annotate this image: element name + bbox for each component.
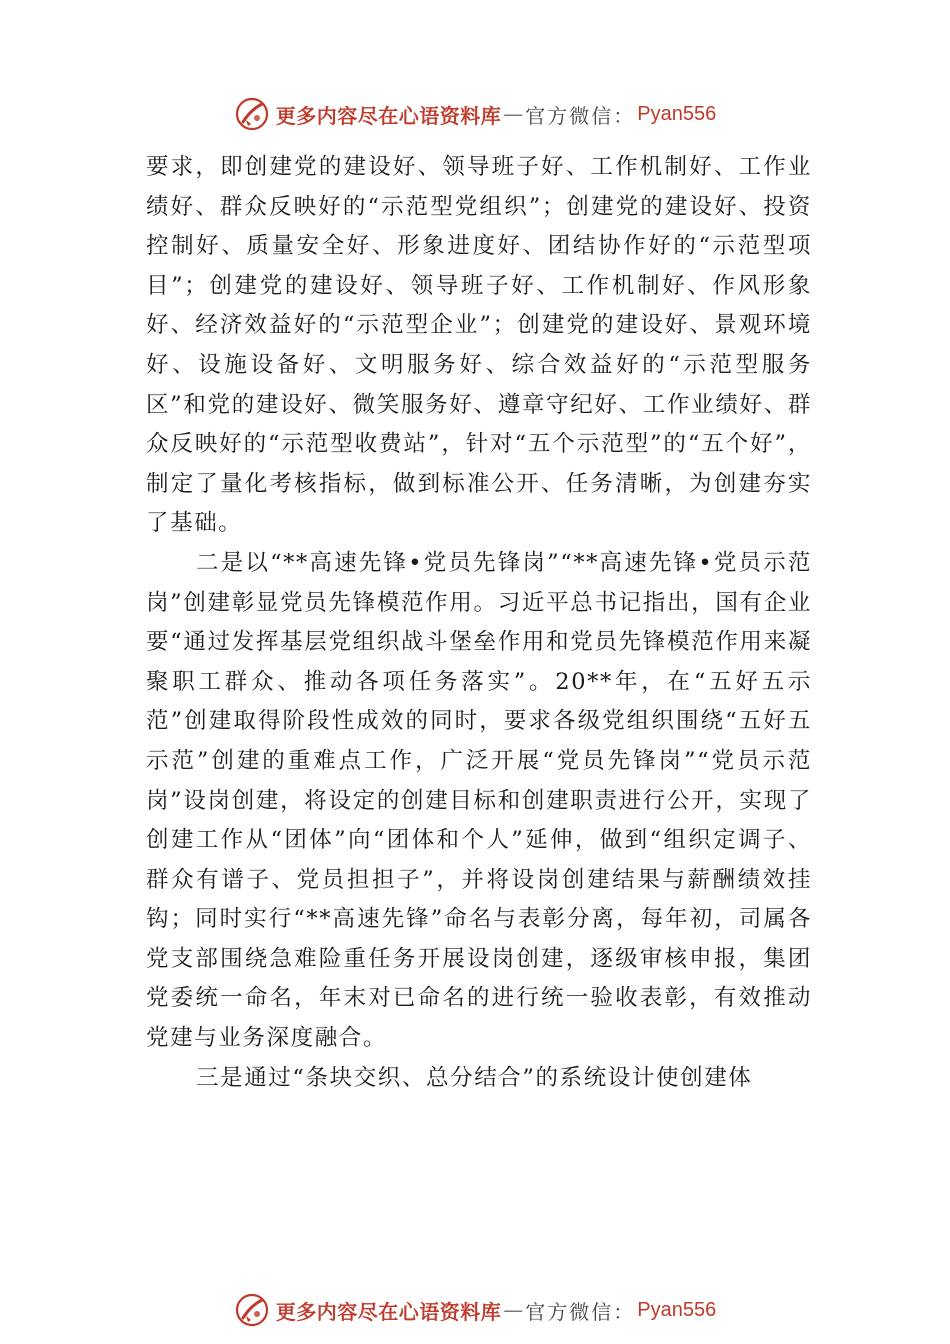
paragraph-3: 三是通过“条块交织、总分结合”的系统设计使创建体 (196, 1064, 753, 1091)
wechat-id: Pyan556 (637, 102, 717, 125)
banner-dash: — (503, 1298, 524, 1322)
banner-title: 更多内容尽在心语资料库 (275, 103, 502, 128)
wechat-id: Pyan556 (637, 1298, 717, 1321)
banner-official-label: 官方微信： (525, 103, 636, 128)
paragraph-2: 二是以“**高速先锋•党员先锋岗”“**高速先锋•党员示范岗”创建彰显党员先锋模范作用。习近平总书记指出，国有企业要“通过发挥基层党组织战斗堡垒作用和党员先锋模范作用来凝聚职工群众、推动各项任务落实”。20**年，在“五好五示范”创建取得阶段性成效的同时，要求各级党组织围绕“五好五示范”创建的重难点工作，广泛开展“党员先锋岗”“党员示范岗”设岗创建，将设定的创建目标和创建职责进行公开，实现了创建工作从“团体”向“团体和个人”延伸，做到“组织定调子、群众有谱子、党员担担子”，并将设岗创建结果与薪酬绩效挂钩；同时实行“**高速先锋”命名与表彰分离，每年初，司属各党支部围绕急难险重任务开展设岗创建，逐级审核申报，集团党委统一命名，年末对已命名的进行统一验收表彰，有效推动党建与业务深度融合。 (146, 549, 812, 1052)
header-banner (0, 94, 950, 134)
banner-title: 更多内容尽在心语资料库 (275, 1299, 502, 1324)
brush-seal-logo-icon (234, 96, 270, 132)
paragraph-1: 要求，即创建党的建设好、领导班子好、工作机制好、工作业绩好、群众反映好的“示范型党组织”；创建党的建设好、投资控制好、质量安全好、形象进度好、团结协作好的“示范型项目”；创建党的建设好、领导班子好、工作机制好、作风形象好、经济效益好的“示范型企业”；创建党的建设好、景观环境好、设施设备好、文明服务好、综合效益好的“示范型服务区”和党的建设好、微笑服务好、遵章守纪好、工作业绩好、群众反映好的“示范型收费站”，针对“五个示范型”的“五个好”，制定了量化考核指标，做到标准公开、任务清晰，为创建夯实了基础。 (146, 154, 812, 537)
footer-banner (0, 1290, 950, 1330)
banner-official-label: 官方微信： (525, 1299, 636, 1324)
document-body (146, 148, 812, 1098)
banner-dash: — (503, 102, 524, 126)
brush-seal-logo-icon (234, 1292, 270, 1328)
